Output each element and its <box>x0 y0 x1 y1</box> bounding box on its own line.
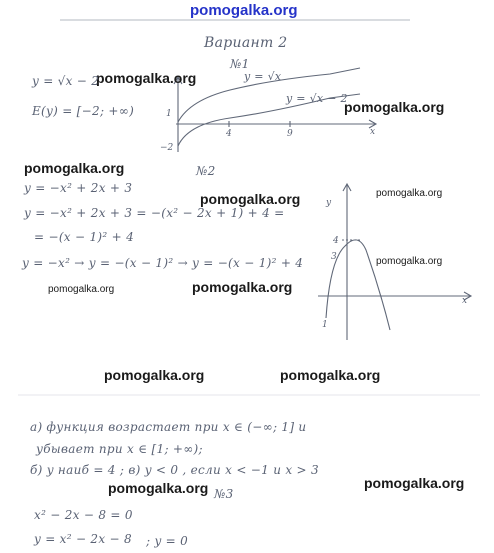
watermark: pomogalka.org <box>376 256 443 267</box>
task1-label-tick-9: 9 <box>287 129 293 139</box>
variant-heading: Вариант 2 <box>204 35 288 51</box>
watermark: pomogalka.org <box>344 99 445 115</box>
task2-label-1: 1 <box>322 320 328 330</box>
task1-label-lower-curve: y = √x − 2 <box>286 92 348 105</box>
watermark: pomogalka.org <box>192 279 293 295</box>
watermark: pomogalka.org <box>200 191 301 207</box>
task1-label-tick-minus2: −2 <box>160 143 174 153</box>
task3-number: №3 <box>214 487 234 501</box>
watermark-top: pomogalka.org <box>190 2 298 19</box>
watermark: pomogalka.org <box>280 367 381 383</box>
task1-label-tick-4: 4 <box>226 129 232 139</box>
task1-label-upper-curve: y = √x <box>244 70 282 83</box>
task3-line2: y = x² − 2x − 8 <box>34 532 132 546</box>
task2-line4: y = −x² → y = −(x − 1)² → y = −(x − 1)² + 4 <box>22 256 304 270</box>
watermark: pomogalka.org <box>364 475 465 491</box>
watermark: pomogalka.org <box>48 284 115 295</box>
watermark: pomogalka.org <box>104 367 205 383</box>
task2-label-3: 3 <box>331 252 337 262</box>
task1-range: E(y) = [−2; +∞) <box>32 104 135 118</box>
task2-number: №2 <box>196 164 216 178</box>
task2-label-x: x <box>462 296 468 306</box>
watermark: pomogalka.org <box>376 188 443 199</box>
task3-line1: x² − 2x − 8 = 0 <box>34 508 133 522</box>
answer-a: а) функция возрастает при x ∈ (−∞; 1] и <box>30 420 307 434</box>
watermark: pomogalka.org <box>96 70 197 86</box>
task1-label-tick-1: 1 <box>166 109 172 119</box>
task2-line3: = −(x − 1)² + 4 <box>34 230 135 244</box>
watermark: pomogalka.org <box>24 160 125 176</box>
task1-label-x: x <box>370 127 376 137</box>
task2-label-y: y <box>326 198 332 208</box>
watermark: pomogalka.org <box>108 480 209 496</box>
answer-b: б) y наиб = 4 ; в) y < 0 , если x < −1 и x > 3 <box>30 463 319 477</box>
task1-number: №1 <box>230 57 250 71</box>
task2-label-4: 4 <box>333 236 339 246</box>
task2-line1: y = −x² + 2x + 3 <box>24 181 133 195</box>
answer-a-cont: убывает при x ∈ [1; +∞); <box>36 442 203 456</box>
task1-function: y = √x − 2 <box>32 74 100 88</box>
task2-line2: y = −x² + 2x + 3 = −(x² − 2x + 1) + 4 = <box>24 206 285 220</box>
task3-line3: ; y = 0 <box>146 534 189 548</box>
